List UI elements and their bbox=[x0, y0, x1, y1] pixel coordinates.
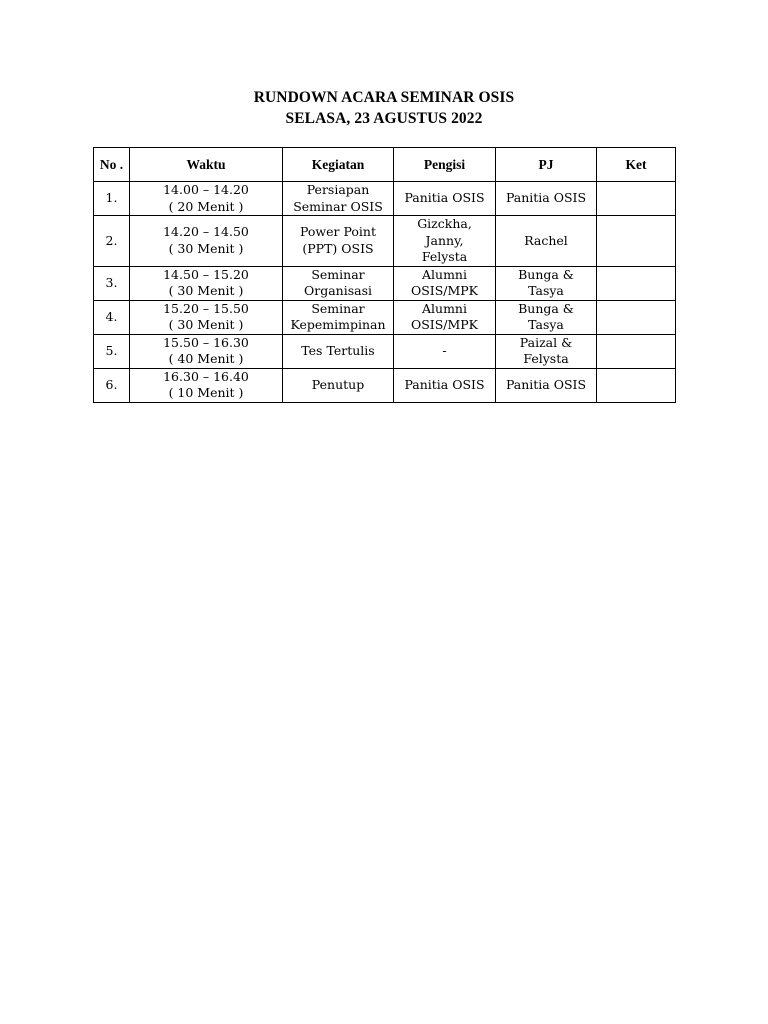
pj-line: Felysta bbox=[523, 351, 569, 366]
duration: ( 30 Menit ) bbox=[168, 317, 244, 332]
time-range: 15.50 – 16.30 bbox=[163, 334, 249, 350]
time-range: 14.50 – 15.20 bbox=[163, 266, 249, 282]
cell-pj bbox=[496, 334, 597, 368]
pengisi-line: Alumni bbox=[422, 266, 467, 282]
pj-line: Paizal & bbox=[519, 334, 573, 350]
document-title bbox=[0, 87, 768, 129]
cell-ket bbox=[597, 368, 676, 402]
kegiatan-line: Tes Tertulis bbox=[301, 342, 375, 358]
cell-pengisi bbox=[394, 266, 496, 300]
cell-no: 3. bbox=[94, 266, 130, 300]
cell-ket bbox=[597, 182, 676, 216]
cell-ket bbox=[597, 216, 676, 267]
pj-line: Rachel bbox=[524, 232, 568, 248]
cell-no: 5. bbox=[94, 334, 130, 368]
cell-kegiatan bbox=[283, 368, 394, 402]
kegiatan-line: Seminar OSIS bbox=[293, 198, 383, 214]
cell-ket bbox=[597, 266, 676, 300]
time-range: 15.20 – 15.50 bbox=[163, 300, 249, 316]
kegiatan-line: Seminar bbox=[311, 266, 365, 282]
table-row bbox=[94, 300, 676, 334]
pengisi-line: - bbox=[442, 342, 447, 358]
pengisi-line: Janny, bbox=[425, 232, 464, 248]
cell-kegiatan bbox=[283, 266, 394, 300]
cell-kegiatan bbox=[283, 216, 394, 267]
header-pengisi: Pengisi bbox=[394, 148, 496, 182]
header-no: No . bbox=[94, 148, 130, 182]
header-pj: PJ bbox=[496, 148, 597, 182]
time-range: 16.30 – 16.40 bbox=[163, 368, 249, 384]
pengisi-line: Panitia OSIS bbox=[404, 376, 485, 392]
cell-kegiatan bbox=[283, 334, 394, 368]
duration: ( 10 Menit ) bbox=[168, 385, 244, 400]
kegiatan-line: Kepemimpinan bbox=[290, 317, 386, 332]
cell-pj bbox=[496, 300, 597, 334]
pengisi-line: Panitia OSIS bbox=[404, 190, 485, 206]
cell-waktu bbox=[130, 300, 283, 334]
header-kegiatan: Kegiatan bbox=[283, 148, 394, 182]
cell-pengisi bbox=[394, 300, 496, 334]
pengisi-line: Alumni bbox=[422, 300, 467, 316]
pj-line: Tasya bbox=[528, 283, 564, 298]
kegiatan-line: Seminar bbox=[311, 300, 365, 316]
cell-no: 2. bbox=[94, 216, 130, 267]
pengisi-line: Gizckha, bbox=[417, 216, 472, 231]
kegiatan-line: Persiapan bbox=[306, 182, 370, 197]
title-line-2: SELASA, 23 AGUSTUS 2022 bbox=[285, 110, 483, 127]
duration: ( 40 Menit ) bbox=[168, 351, 244, 366]
cell-pj bbox=[496, 368, 597, 402]
table-header-row bbox=[94, 148, 676, 182]
cell-pengisi bbox=[394, 334, 496, 368]
cell-kegiatan bbox=[283, 182, 394, 216]
cell-pj bbox=[496, 216, 597, 267]
cell-waktu bbox=[130, 182, 283, 216]
time-range: 14.00 – 14.20 bbox=[163, 182, 249, 197]
pengisi-line: OSIS/MPK bbox=[410, 317, 479, 332]
table-row bbox=[94, 334, 676, 368]
pj-line: Bunga & bbox=[518, 300, 574, 316]
table-row bbox=[94, 368, 676, 402]
header-waktu: Waktu bbox=[130, 148, 283, 182]
cell-waktu bbox=[130, 368, 283, 402]
kegiatan-line: (PPT) OSIS bbox=[302, 240, 374, 256]
cell-pengisi bbox=[394, 182, 496, 216]
cell-ket bbox=[597, 300, 676, 334]
cell-waktu bbox=[130, 266, 283, 300]
time-range: 14.20 – 14.50 bbox=[163, 224, 249, 240]
rundown-body bbox=[94, 182, 676, 403]
cell-pengisi bbox=[394, 368, 496, 402]
duration: ( 20 Menit ) bbox=[168, 198, 244, 214]
cell-waktu bbox=[130, 216, 283, 267]
pj-line: Panitia OSIS bbox=[505, 190, 587, 206]
pengisi-line: Felysta bbox=[421, 249, 468, 264]
cell-waktu bbox=[130, 334, 283, 368]
duration: ( 30 Menit ) bbox=[168, 240, 244, 256]
cell-no: 1. bbox=[94, 182, 130, 216]
cell-pj bbox=[496, 266, 597, 300]
cell-no: 6. bbox=[94, 368, 130, 402]
pj-line: Panitia OSIS bbox=[505, 376, 587, 392]
cell-pengisi bbox=[394, 216, 496, 267]
rundown-table bbox=[93, 147, 676, 403]
header-ket: Ket bbox=[597, 148, 676, 182]
kegiatan-line: Power Point bbox=[300, 224, 376, 240]
kegiatan-line: Organisasi bbox=[303, 283, 372, 298]
table-row bbox=[94, 182, 676, 216]
cell-kegiatan bbox=[283, 300, 394, 334]
cell-pj bbox=[496, 182, 597, 216]
title-line-1: RUNDOWN ACARA SEMINAR OSIS bbox=[253, 89, 515, 106]
table-row bbox=[94, 216, 676, 267]
duration: ( 30 Menit ) bbox=[168, 283, 244, 298]
pj-line: Tasya bbox=[528, 317, 564, 332]
pj-line: Bunga & bbox=[518, 266, 574, 282]
pengisi-line: OSIS/MPK bbox=[410, 283, 479, 298]
cell-ket bbox=[597, 334, 676, 368]
kegiatan-line: Penutup bbox=[311, 376, 365, 392]
cell-no: 4. bbox=[94, 300, 130, 334]
table-row bbox=[94, 266, 676, 300]
